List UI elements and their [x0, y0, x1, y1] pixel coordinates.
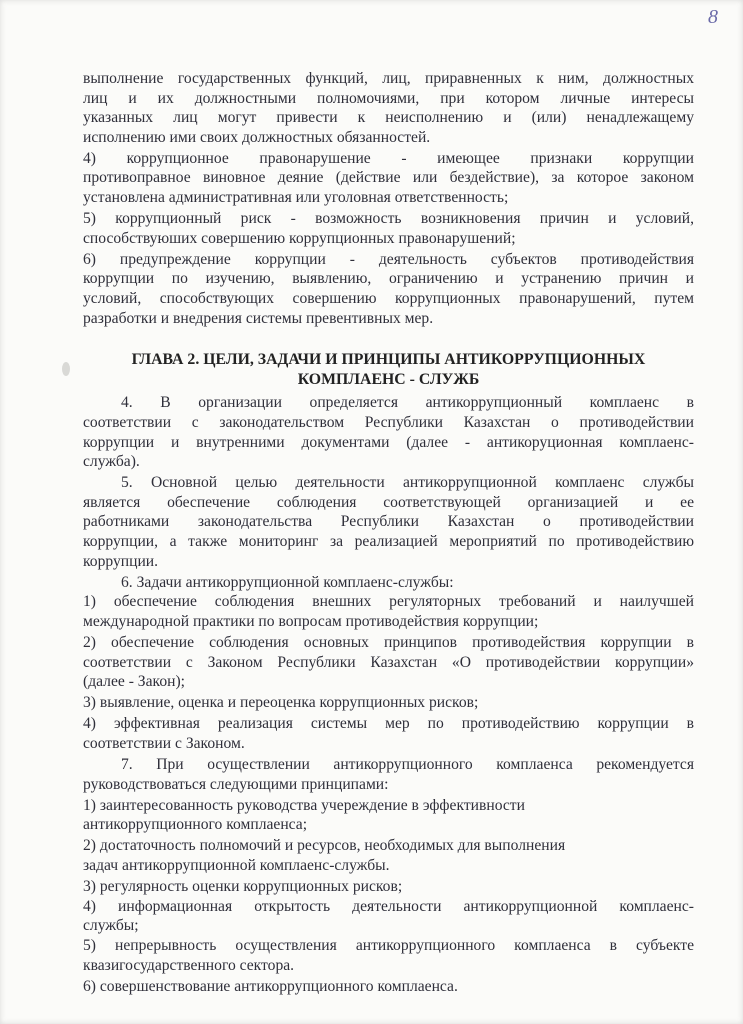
text-line: соответствии с законодательством Республики Казахстан о противодействии — [83, 414, 694, 431]
text-line: 3) регулярность оценки коррупционных рисков; — [83, 878, 403, 896]
text-line: 7. При осуществлении антикоррупционного комплаенса рекомендуется — [121, 756, 694, 774]
text-line: работниками законодательства Республики Казахстан о противодействии — [83, 513, 694, 531]
text-line: условий, способствующих совершению коррупционных правонарушений, путем — [83, 290, 694, 308]
text-line: служба). — [83, 453, 140, 471]
text-line: 5) коррупционный риск - возможность возникновения причин и условий, — [83, 210, 694, 228]
text-line: (далее - Закон); — [83, 673, 185, 691]
chapter-heading-line-2: КОМПЛАЕНС - СЛУЖБ — [297, 370, 480, 388]
text-line: способствуюших совершению коррупционных правонарушений; — [83, 229, 516, 247]
text-line: 1) заинтересованность руководства учереждение в эффективности — [83, 796, 525, 814]
text-line: международной практики по вопросам противодействия коррупции; — [83, 612, 539, 630]
text-line: службы; — [83, 917, 139, 935]
text-line: 2) обеспечение соблюдения основных принципов противодействия коррупции в — [83, 634, 694, 652]
chapter-heading — [83, 350, 694, 389]
text-line: соответствии с Законом Республики Казахстан «О противодействии коррупции» — [83, 653, 694, 671]
text-line: 3) выявление, оценка и переоценка коррупционных рисков; — [83, 694, 479, 712]
text-line: задач антикоррупционной комплаенс-службы. — [83, 857, 390, 875]
text-line: 2) достаточность полномочий и ресурсов, необходимых для выполнения — [83, 837, 566, 855]
handwritten-page-number: 8 — [708, 6, 718, 28]
text-line: установлена административная или уголовная ответственность; — [83, 189, 509, 207]
text-line: исполнению ими своих должностных обязанностей. — [83, 128, 431, 146]
text-line: 6. Задачи антикоррупционной комплаенс-службы: — [121, 573, 454, 591]
text-line: 4) информационная открытость деятельности антикоррупционной комплаенс- — [83, 897, 694, 915]
text-line: 5. Основной целью деятельности антикоррупционной комплаенс службы — [121, 474, 694, 492]
text-line: 6) предупреждение коррупции - деятельность субъектов противодействия — [83, 250, 694, 268]
text-line: 5) непрерывность осуществления антикоррупционного комплаенса в субъекте — [83, 936, 694, 954]
text-line: 4. В организации определяется антикоррупционный комплаенс в — [121, 394, 694, 412]
text-line: квазигосударственного сектора. — [83, 956, 295, 974]
text-line: коррупции. — [83, 552, 159, 570]
text-line: 1) обеспечение соблюдения внешних регуляторных требований и наилучшей — [83, 593, 694, 611]
text-line: указанных лиц могут привести к неисполнению и (или) ненадлежащему — [83, 109, 694, 127]
text-line: коррупции по изучению, выявлению, ограничению и устранению причин и — [83, 270, 694, 288]
text-line: выполнение государственных функций, лиц, приравненных к ним, должностных — [83, 70, 694, 87]
text-line: 6) совершенствование антикоррупционного комплаенса. — [83, 977, 458, 995]
text-line: антикоррупционного комплаенса; — [83, 816, 308, 834]
text-line: 4) коррупционное правонарушение - имеющее признаки коррупции — [83, 149, 694, 167]
chapter-2-section — [83, 393, 694, 996]
text-line: лиц и их должностными полномочиями, при котором личные интересы — [83, 89, 694, 107]
text-line: является обеспечение соблюдения соответствующей организацией и ее — [83, 493, 694, 511]
document-body — [83, 69, 694, 996]
text-line: соответствии с Законом. — [83, 735, 245, 752]
text-line: коррупции, а также мониторинг за реализацией мероприятий по противодействию — [83, 533, 694, 551]
definitions-section — [83, 69, 694, 328]
text-line: противоправное виновное деяние (действие или бездействие), за которое законом — [83, 169, 694, 187]
text-line: разработки и внедрения системы превентивных мер. — [83, 309, 434, 327]
text-line: руководствоваться следующими принципами: — [83, 775, 389, 793]
text-line: коррупции и внутренними документами (далее - антикоруционная комплаенс- — [83, 433, 694, 451]
punch-hole-mark — [62, 362, 70, 376]
text-line: 4) эффективная реализация системы мер по противодействию коррупции в — [83, 715, 694, 733]
chapter-heading-line-1: ГЛАВА 2. ЦЕЛИ, ЗАДАЧИ И ПРИНЦИПЫ АНТИКОРРУПЦИОННЫХ — [131, 351, 646, 369]
